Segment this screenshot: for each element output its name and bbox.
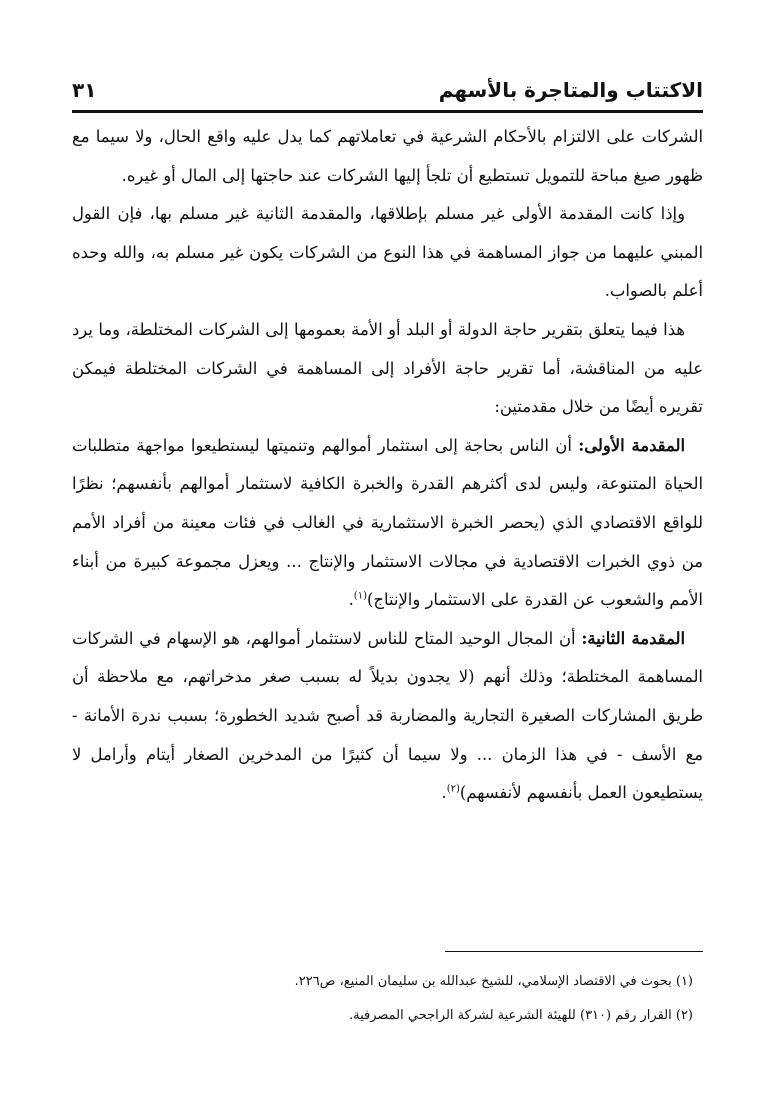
first-premise-text: أن الناس بحاجة إلى استثمار أموالهم وتنميتها ليستطيعوا مواجهة متطلبات الحياة المتنوعة، وليس لدى أكثرهم القدرة والخبرة الكافية لاستثمار أموالهم بأنفسهم؛ نظرًا للواقع الاقتصادي الذي (يحصر الخبرة الاستثمارية في الغالب في فئات معينة من أفراد الأمم من ذوي الخبرات الاقتصادية في مجالات الاستثمار والإنتاج ... ويعزل مجموعة كبيرة من أبناء الأمم والشعوب عن القدرة على الاستثمار والإنتاج) [72, 435, 703, 610]
second-premise-text: أن المجال الوحيد المتاح للناس لاستثمار أموالهم، هو الإسهام في الشركات المساهمة المختلطة؛ وذلك أنهم (لا يجدون بديلاً له بسبب صغر مدخراتهم، مع ملاحظة أن طريق المشاركات الصغيرة التجارية والمضاربة قد أصبح شديد الخطورة؛ بسبب ندرة الأمانة - مع الأسف - في هذا الزمان ... ولا سيما أن كثيرًا من المدخرين الصغار أيتام وأرامل لا يستطيعون العمل بأنفسهم لأنفسهم) [72, 628, 703, 803]
paragraph-2 [72, 195, 703, 311]
paragraph-2-text: وإذا كانت المقدمة الأولى غير مسلم بإطلاقها، والمقدمة الثانية غير مسلم بها، فإن القول المبني عليهما من جواز المساهمة في هذا النوع من الشركات يكون غير مسلم به، والله وحده أعلم بالصواب. [72, 204, 703, 301]
paragraph-1-text: الشركات على الالتزام بالأحكام الشرعية في تعاملاتهم كما يدل عليه واقع الحال، ولا سيما مع ظهور صيغ مباحة للتمويل تستطيع أن تلجأ إليها الشركات عند حاجتها إلى المال أو غيره. [72, 127, 703, 185]
footnote-ref-1[interactable]: (١) [353, 590, 367, 602]
paragraph-first-premise [72, 427, 703, 620]
second-premise-tail: . [441, 783, 447, 803]
paragraph-3 [72, 311, 703, 427]
second-premise-heading: المقدمة الثانية: [581, 628, 685, 648]
paragraph-1 [72, 118, 703, 195]
page-number: ٣١ [72, 78, 97, 102]
first-premise-tail: . [348, 590, 354, 610]
paragraph-second-premise [72, 620, 703, 813]
page-header [72, 72, 703, 108]
footnote-separator [445, 951, 703, 952]
footnote-1: (١) بحوث في الاقتصاد الإسلامي، للشيخ عبدالله بن سليمان المنيع، ص٢٢٦. [294, 974, 693, 989]
footnotes [72, 965, 693, 1033]
running-title: الاكتتاب والمتاجرة بالأسهم [438, 78, 703, 102]
main-text [72, 118, 703, 813]
paragraph-3-text: هذا فيما يتعلق بتقرير حاجة الدولة أو البلد أو الأمة بعمومها إلى الشركات المختلطة، وما يرد عليه من المناقشة، أما تقرير حاجة الأفراد إلى المساهمة في الشركات المختلطة فيمكن تقريره أيضًا من خلال مقدمتين: [72, 319, 703, 417]
first-premise-heading: المقدمة الأولى: [578, 435, 685, 455]
header-rule [72, 110, 703, 113]
footnote-2: (٢) القرار رقم (٣١٠) للهيئة الشرعية لشركة الراجحي المصرفية. [348, 1008, 693, 1023]
footnote-ref-2[interactable]: (٢) [446, 783, 460, 795]
